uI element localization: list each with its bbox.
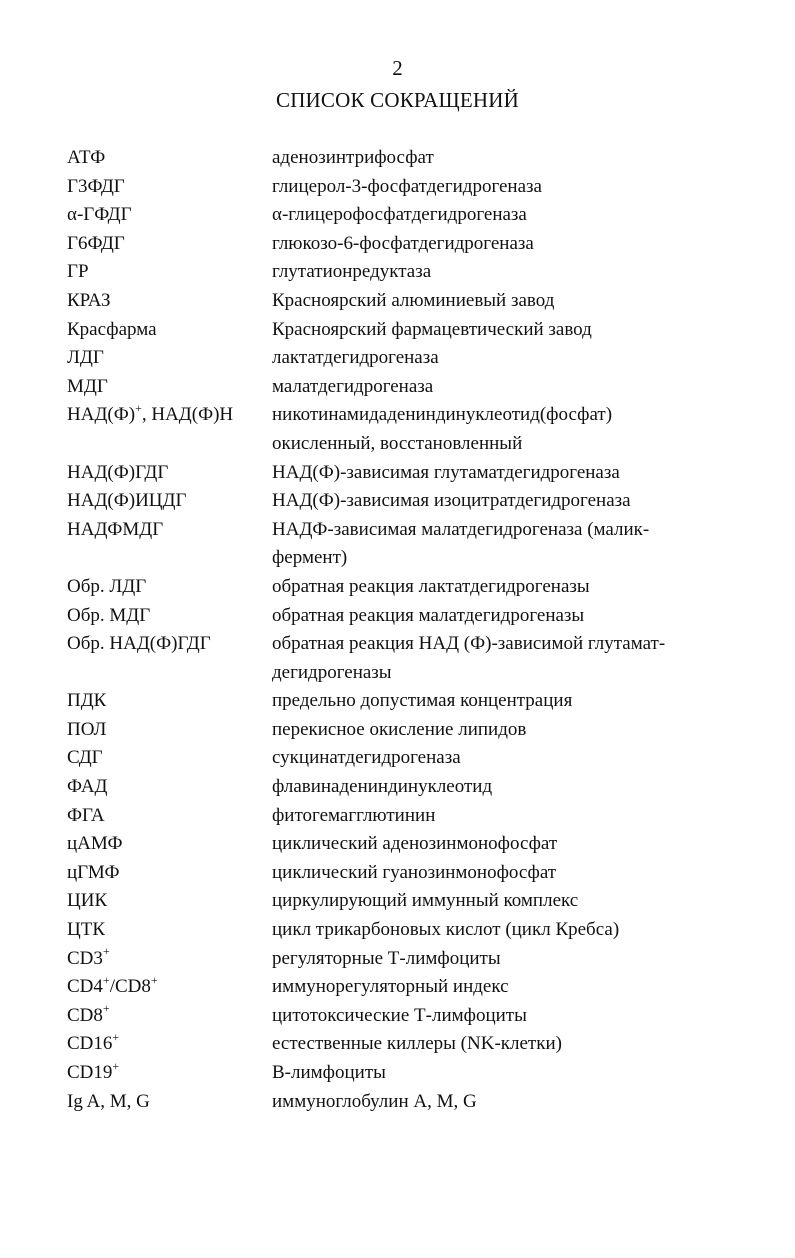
abbreviation-row	[0, 916, 795, 945]
abbreviation-definition: иммунорегуляторный индекс	[272, 976, 509, 998]
abbreviation-row	[0, 316, 795, 345]
abbreviation-term: НАД(Ф)ИЦДГ	[67, 490, 187, 512]
abbreviation-row	[0, 230, 795, 259]
abbreviation-definition: глицерол-3-фосфатдегидрогеназа	[272, 175, 542, 197]
abbreviation-definition: циркулирующий иммунный комплекс	[272, 890, 579, 912]
abbreviation-term: ЦТК	[67, 919, 105, 941]
abbreviation-term: Обр. НАД(Ф)ГДГ	[67, 633, 211, 655]
abbreviation-term: CD8+	[67, 1001, 110, 1026]
abbreviation-definition: естественные киллеры (NK-клетки)	[272, 1033, 562, 1055]
abbreviation-definition: Красноярский алюминиевый завод	[272, 289, 555, 311]
abbreviation-term: Обр. МДГ	[67, 604, 151, 626]
abbreviation-list	[0, 144, 795, 1116]
abbreviation-term: ФАД	[67, 776, 108, 798]
abbreviation-definition: предельно допустимая концентрация	[272, 690, 573, 712]
abbreviation-term: АТФ	[67, 147, 106, 168]
abbreviation-row	[0, 487, 795, 516]
abbreviation-definition: никотинамидадениндинуклеотид(фосфат) окисленный, восстановленный	[272, 404, 613, 454]
abbreviation-definition: циклический аденозинмонофосфат	[272, 833, 558, 855]
abbreviation-definition: циклический гуанозинмонофосфат	[272, 861, 557, 883]
abbreviation-term: ПОЛ	[67, 718, 107, 740]
abbreviation-definition: перекисное окисление липидов	[272, 718, 527, 740]
abbreviation-definition: сукцинатдегидрогеназа	[272, 747, 461, 769]
abbreviation-term: ГР	[67, 261, 89, 283]
abbreviation-definition: НАД(Ф)-зависимая глутаматдегидрогеназа	[272, 461, 620, 483]
abbreviation-row	[0, 201, 795, 230]
abbreviation-term: ЛДГ	[67, 347, 104, 369]
abbreviation-term: CD19+	[67, 1058, 120, 1083]
page-title: СПИСОК СОКРАЩЕНИЙ	[275, 88, 519, 112]
abbreviation-row	[0, 859, 795, 888]
abbreviation-row	[0, 945, 795, 974]
abbreviation-row	[0, 830, 795, 859]
abbreviation-row	[0, 1088, 795, 1117]
abbreviation-definition: α-глицерофосфатдегидрогеназа	[272, 204, 527, 226]
abbreviation-row	[0, 173, 795, 202]
abbreviation-term: Г3ФДГ	[67, 175, 125, 197]
abbreviation-term: Ig A, M, G	[67, 1090, 150, 1112]
abbreviation-definition: обратная реакция малатдегидрогеназы	[272, 604, 585, 626]
abbreviation-term: НАДФМДГ	[67, 518, 164, 540]
abbreviation-definition: обратная реакция лактатдегидрогеназы	[272, 575, 590, 597]
abbreviation-row	[0, 716, 795, 745]
abbreviation-row	[0, 401, 795, 458]
abbreviation-row	[0, 573, 795, 602]
abbreviation-row	[0, 258, 795, 287]
abbreviation-definition: НАДФ-зависимая малатдегидрогеназа (малик- фермент)	[272, 518, 650, 569]
abbreviation-definition: регуляторные Т-лимфоциты	[272, 947, 501, 969]
abbreviation-row	[0, 287, 795, 316]
abbreviation-definition: аденозинтрифосфат	[272, 147, 434, 168]
abbreviation-row	[0, 1030, 795, 1059]
abbreviation-definition: цикл трикарбоновых кислот (цикл Кребса)	[272, 919, 620, 941]
abbreviation-term: цАМФ	[67, 833, 123, 855]
abbreviation-definition: НАД(Ф)-зависимая изоцитратдегидрогеназа	[272, 490, 631, 512]
abbreviation-term: CD4+/CD8+	[67, 972, 158, 998]
abbreviation-row	[0, 887, 795, 916]
abbreviation-definition: глюкозо-6-фосфатдегидрогеназа	[272, 232, 534, 254]
abbreviation-definition: глутатионредуктаза	[272, 261, 432, 283]
abbreviation-definition: обратная реакция НАД (Ф)-зависимой глутамат- дегидрогеназы	[272, 633, 666, 683]
abbreviation-term: НАД(Ф)+, НАД(Ф)Н	[67, 401, 234, 426]
abbreviation-definition: Красноярский фармацевтический завод	[272, 318, 592, 340]
abbreviation-term: НАД(Ф)ГДГ	[67, 461, 169, 483]
abbreviation-row	[0, 744, 795, 773]
abbreviation-definition: В-лимфоциты	[272, 1062, 386, 1083]
abbreviation-term: Г6ФДГ	[67, 232, 125, 254]
abbreviation-row	[0, 344, 795, 373]
abbreviation-definition: малатдегидрогеназа	[272, 375, 434, 397]
abbreviation-row	[0, 773, 795, 802]
page-number: 2	[392, 56, 403, 80]
abbreviation-row	[0, 459, 795, 488]
abbreviation-term: Красфарма	[67, 318, 157, 340]
abbreviation-term: ЦИК	[67, 890, 108, 912]
abbreviation-row	[0, 373, 795, 402]
abbreviation-term: ФГА	[67, 804, 105, 826]
abbreviation-term: ПДК	[67, 690, 107, 712]
abbreviation-term: α-ГФДГ	[67, 204, 132, 226]
abbreviation-definition: фитогемагглютинин	[272, 804, 436, 826]
abbreviation-term: КРАЗ	[67, 289, 111, 311]
abbreviation-row	[0, 516, 795, 573]
abbreviation-term: цГМФ	[67, 861, 120, 883]
abbreviation-term: CD3+	[67, 944, 110, 969]
abbreviation-row	[0, 973, 795, 1002]
abbreviation-row	[0, 630, 795, 687]
abbreviation-row	[0, 144, 795, 173]
abbreviation-row	[0, 602, 795, 631]
abbreviation-term: СДГ	[67, 747, 103, 769]
abbreviation-term: МДГ	[67, 375, 108, 397]
abbreviation-term: Обр. ЛДГ	[67, 575, 147, 597]
abbreviation-definition: цитотоксические Т-лимфоциты	[272, 1004, 527, 1026]
abbreviation-row	[0, 1002, 795, 1031]
abbreviation-row	[0, 687, 795, 716]
abbreviation-term: CD16+	[67, 1030, 120, 1055]
abbreviation-definition: флавинадениндинуклеотид	[272, 776, 493, 798]
abbreviation-row	[0, 802, 795, 831]
abbreviation-definition: иммуноглобулин A, M, G	[272, 1090, 477, 1112]
abbreviation-row	[0, 1059, 795, 1088]
abbreviation-definition: лактатдегидрогеназа	[272, 347, 439, 369]
